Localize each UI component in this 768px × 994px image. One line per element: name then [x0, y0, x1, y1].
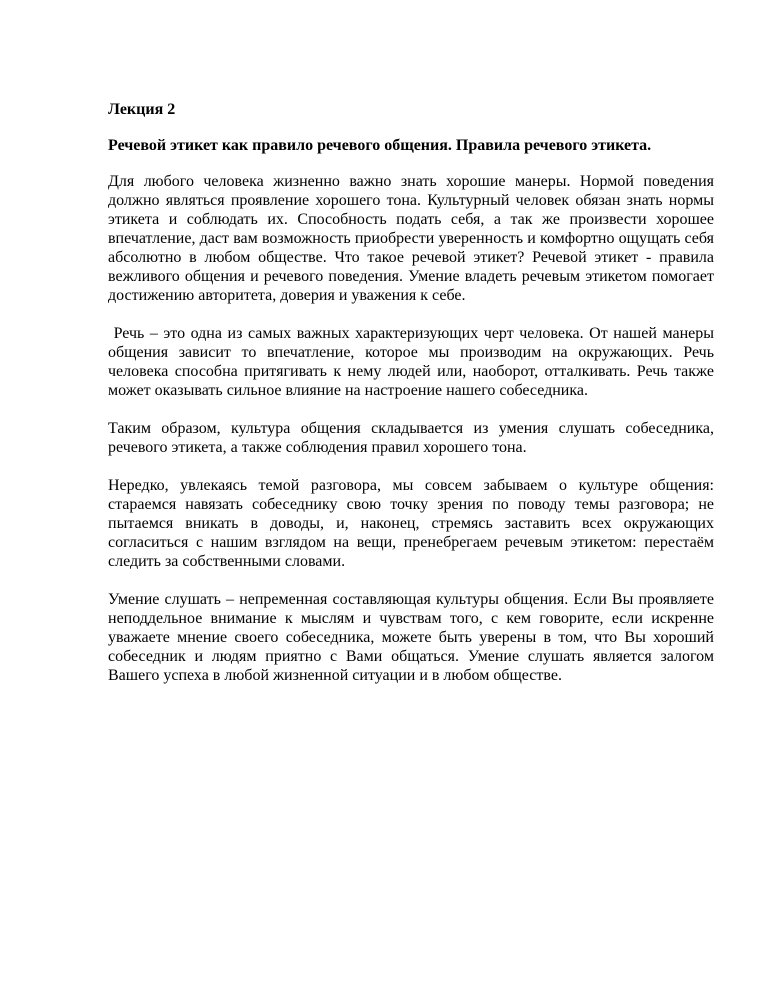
paragraph-speech: Речь – это одна из самых важных характеризующих черт человека. От нашей манеры общения зависит то впечатление, которое мы производим на окружающих. Речь человека способна притягивать к нему людей или, наоборот, отталкивать. Речь также может оказывать сильное влияние на настроение нашего собеседника. [108, 325, 718, 399]
lecture-heading: Речевой этикет как правило речевого общения. Правила речевого этикета. [108, 137, 652, 154]
lecture-label: Лекция 2 [108, 101, 176, 118]
paragraph-culture: Таким образом, культура общения складывается из умения слушать собеседника, речевого этикета, а также соблюдения правил хорошего тона. [108, 420, 718, 456]
document-body [108, 100, 718, 704]
paragraph-conversation: Нередко, увлекаясь темой разговора, мы совсем забываем о культуре общения: стараемся навязать собеседнику свою точку зрения по поводу темы разговора; не пытаемся вникать в доводы, и, наконец, стремясь заставить всех окружающих согласиться с нашим взглядом на вещи, пренебрегаем речевым этикетом: перестаём следить за собственными словами. [108, 477, 718, 570]
paragraph-manners: Для любого человека жизненно важно знать хорошие манеры. Нормой поведения должно являться проявление хорошего тона. Культурный человек обязан знать нормы этикета и соблюдать их. Способность подать себя, а так же произвести хорошее впечатление, даст вам возможность приобрести уверенность и комфортно ощущать себя абсолютно в любом обществе. Что такое речевой этикет? Речевой этикет - правила вежливого общения и речевого поведения. Умение владеть речевым этикетом помогает достижению авторитета, доверия и уважения к себе. [108, 173, 718, 304]
paragraph-listening: Умение слушать – непременная составляющая культуры общения. Если Вы проявляете неподдельное внимание к мыслям и чувствам того, с кем говорите, если искренне уважаете мнение своего собеседника, можете быть уверены в том, что Вы хороший собеседник и людям приятно с Вами общаться. Умение слушать является залогом Вашего успеха в любой жизненной ситуации и в любом обществе. [108, 591, 718, 684]
